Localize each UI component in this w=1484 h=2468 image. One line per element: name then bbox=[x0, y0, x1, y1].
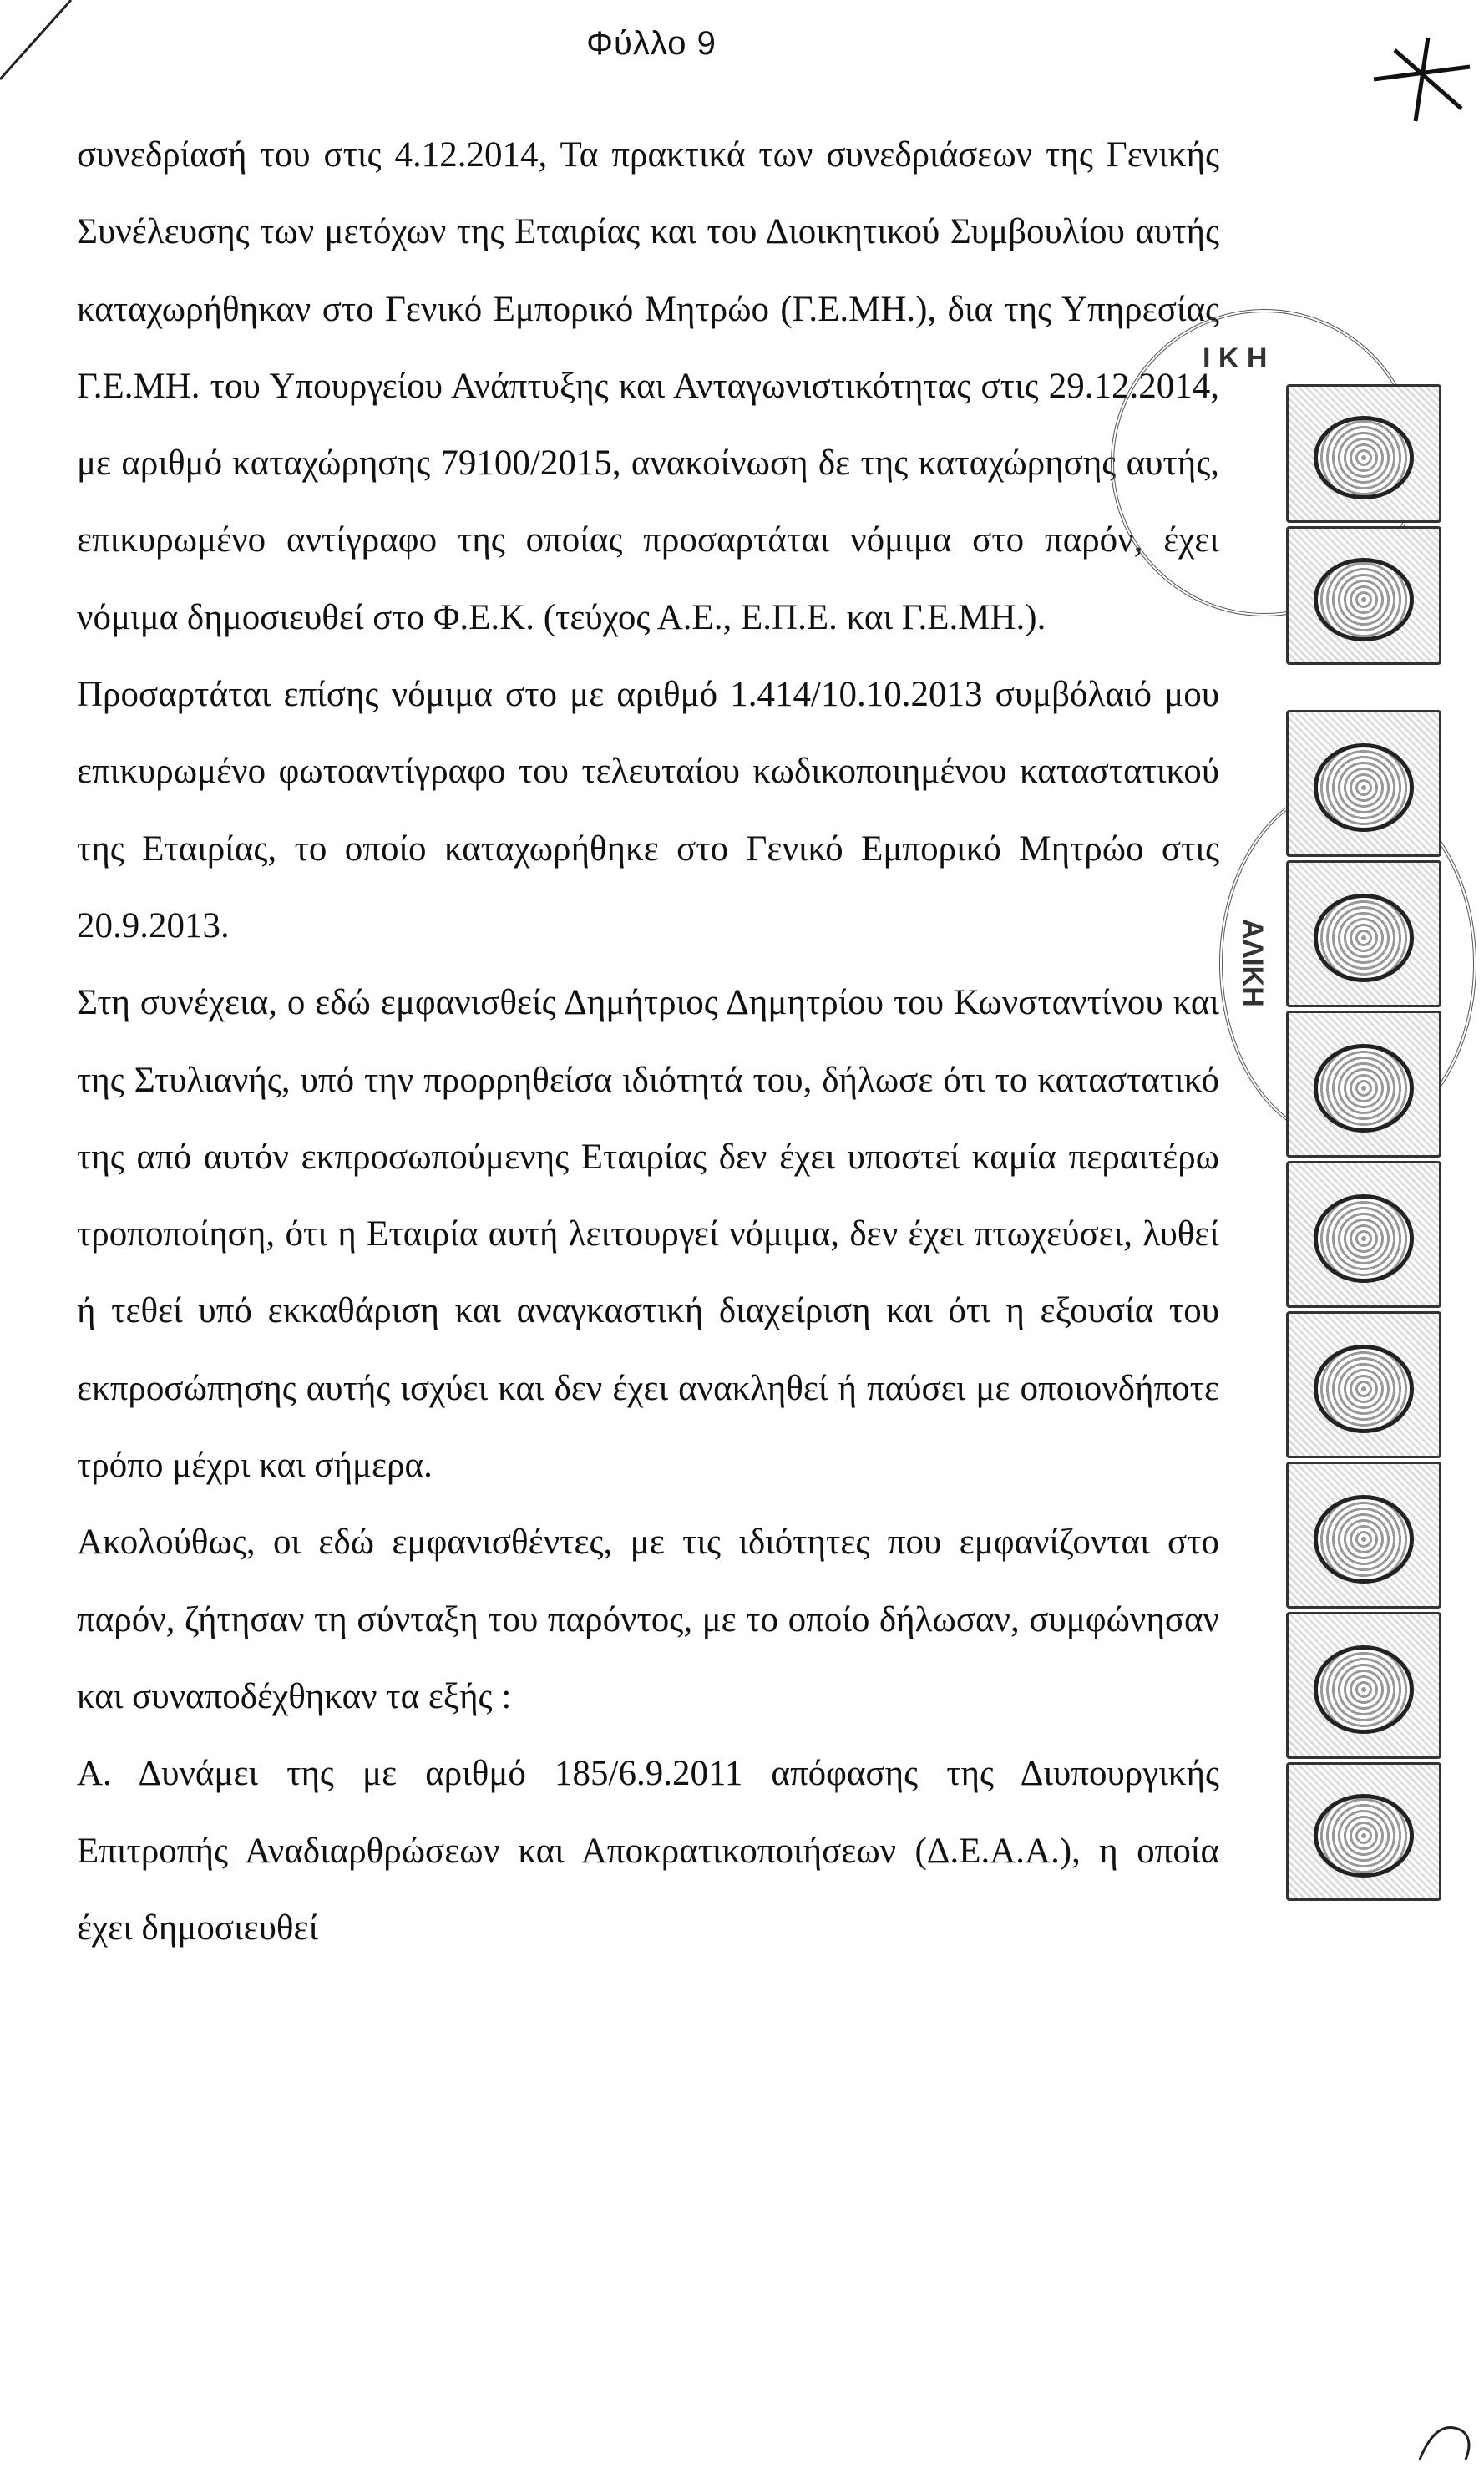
revenue-stamp-emblem bbox=[1314, 1194, 1414, 1282]
handwritten-initials-mark bbox=[1370, 33, 1478, 125]
revenue-stamp-10 bbox=[1286, 1762, 1441, 1901]
revenue-stamp-emblem bbox=[1314, 1794, 1414, 1878]
revenue-stamp-emblem bbox=[1314, 1645, 1414, 1733]
paragraph-registration: συνεδρίασή του στις 4.12.2014, Τα πρακτικά των συνεδριάσεων της Γενικής Συνέλευσης των μετόχων της Εταιρίας και του Διοικητικού Συμβουλίου αυτής καταχωρήθηκαν στο Γενικό Εμπορικό Μητρώο (Γ.Ε.ΜΗ.), δια της Υπηρεσίας Γ.Ε.ΜΗ. του Υπουργείου Ανάπτυξης και Ανταγωνιστικότητας στις 29.12.2014, με αριθμό καταχώρησης 79100/2015, ανακοίνωση δε της καταχώρησης αυτής, επικυρωμένο αντίγραφο της οποίας προσαρτάται νόμιμα στο παρόν, έχει νόμιμα δημοσιευθεί στο Φ.Ε.Κ. (τεύχος Α.Ε., Ε.Π.Ε. και Γ.Ε.ΜΗ.). bbox=[77, 135, 1219, 637]
revenue-stamp-1 bbox=[1286, 384, 1441, 523]
revenue-stamp-8 bbox=[1286, 1462, 1441, 1609]
paragraph-representative-declaration: Στη συνέχεια, ο εδώ εμφανισθείς Δημήτριος Δημητρίου του Κωνσταντίνου και της Στυλιανής, υπό την προρρηθείσα ιδιότητά του, δήλωσε ότι το καταστατικό της από αυτόν εκπροσωπούμενης Εταιρίας δεν έχει υποστεί καμία περαιτέρω τροποποίηση, ότι η Εταιρία αυτή λειτουργεί νόμιμα, δεν έχει πτωχεύσει, λυθεί ή τεθεί υπό εκκαθάριση και αναγκαστική διαχείριση και ότι η εξουσία του εκπροσώπησης αυτής ισχύει και δεν έχει ανακληθεί ή παύσει με οποιονδήποτε τρόπο μέχρι και σήμερα. bbox=[77, 983, 1219, 1486]
revenue-stamp-emblem bbox=[1314, 558, 1414, 641]
revenue-stamps-column bbox=[1203, 317, 1484, 1904]
paragraph-section-a: Α. Δυνάμει της με αριθμό 185/6.9.2011 απόφασης της Διυπουργικής Επιτροπής Αναδιαρθρώσεων και Αποκρατικοποιήσεων (Δ.Ε.Α.Α.), η οποία έχει δημοσιευθεί bbox=[77, 1754, 1219, 1948]
paragraph-attached-articles: Προσαρτάται επίσης νόμιμα στο με αριθμό 1.414/10.10.2013 συμβόλαιό μου επικυρωμένο φωτοαντίγραφο του τελευταίου κωδικοποιημένου καταστατικού της Εταιρίας, το οποίο καταχωρήθηκε στο Γενικό Εμπορικό Μητρώο στις 20.9.2013. bbox=[77, 675, 1219, 945]
revenue-stamp-6 bbox=[1286, 1161, 1441, 1308]
seal-text-top: Ι Κ Η bbox=[1203, 342, 1268, 374]
paragraph-request-drafting: Ακολούθως, οι εδώ εμφανισθέντες, με τις ιδιότητες που εμφανίζονται στο παρόν, ζήτησαν τη σύνταξη του παρόντος, με το οποίο δήλωσαν, συμφώνησαν και συναποδέχθηκαν τα εξής : bbox=[77, 1523, 1219, 1716]
revenue-stamp-emblem bbox=[1314, 1044, 1414, 1132]
revenue-stamp-9 bbox=[1286, 1612, 1441, 1759]
document-body bbox=[77, 117, 1219, 1967]
seal-text-side: ΑΛΙΚΗ bbox=[1237, 919, 1269, 1007]
revenue-stamp-emblem bbox=[1314, 1345, 1414, 1432]
revenue-stamp-3 bbox=[1286, 710, 1441, 857]
sheet-number-header: Φύλλο 9 bbox=[586, 25, 717, 62]
revenue-stamp-emblem bbox=[1314, 894, 1414, 981]
revenue-stamp-2 bbox=[1286, 526, 1441, 665]
revenue-stamp-7 bbox=[1286, 1311, 1441, 1458]
revenue-stamp-5 bbox=[1286, 1011, 1441, 1158]
revenue-stamp-emblem bbox=[1314, 1495, 1414, 1583]
revenue-stamp-emblem bbox=[1314, 416, 1414, 499]
corner-scribble-mark bbox=[1411, 2414, 1478, 2464]
revenue-stamp-4 bbox=[1286, 860, 1441, 1007]
revenue-stamp-emblem bbox=[1314, 743, 1414, 831]
